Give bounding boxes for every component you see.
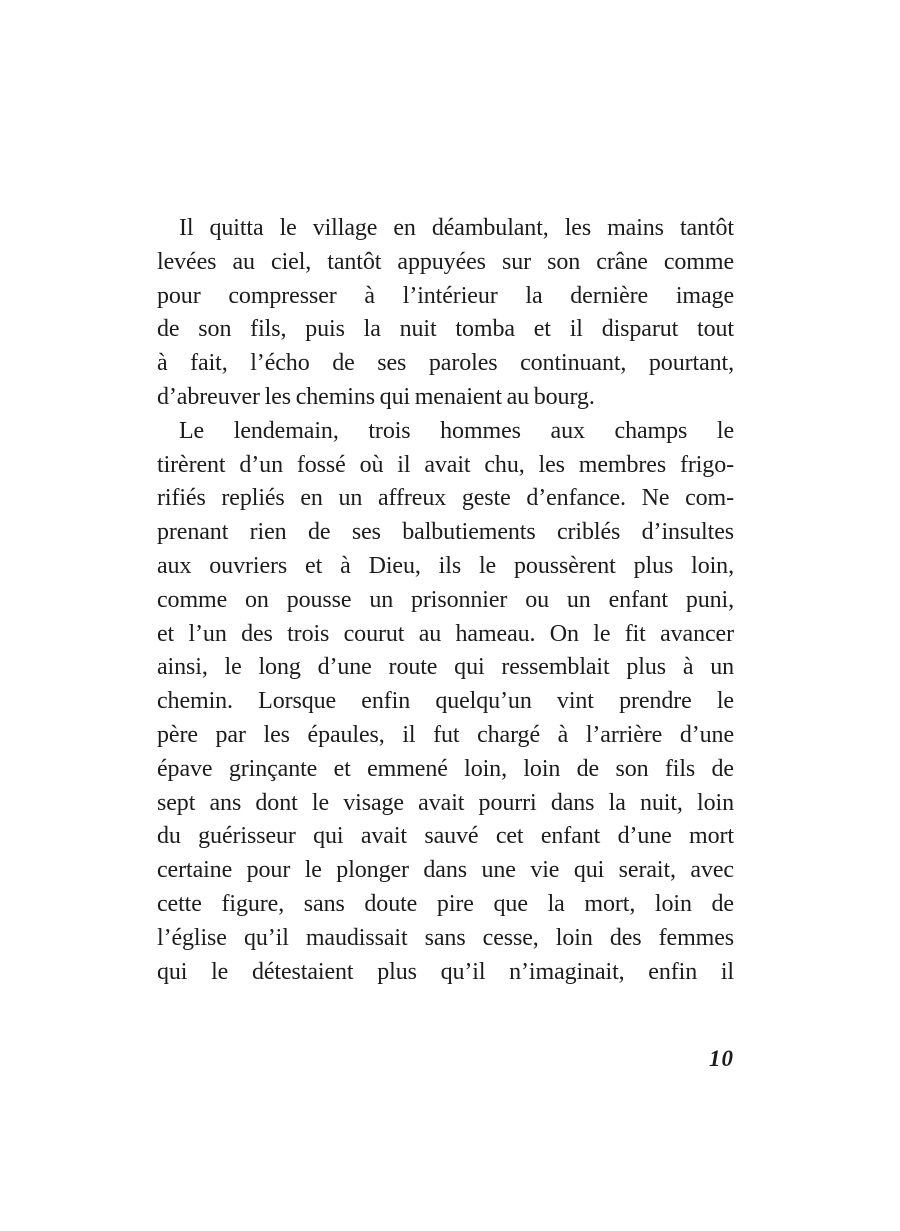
text-line: Le lendemain, trois hommes aux champs le <box>179 417 734 444</box>
text-line: rifiés repliés en un affreux geste d’enfance. Ne com- <box>157 485 734 512</box>
text-line: prenant rien de ses balbutiements criblés d’insultes <box>157 519 734 546</box>
text-line: de son fils, puis la nuit tomba et il disparut tout <box>157 316 734 343</box>
text-line: cette figure, sans doute pire que la mort, loin de <box>157 890 734 917</box>
paragraph <box>157 415 734 990</box>
text-line: ainsi, le long d’une route qui ressemblait plus à un <box>157 654 734 681</box>
text-line: épave grinçante et emmené loin, loin de son fils de <box>157 755 734 782</box>
text-line: tirèrent d’un fossé où il avait chu, les membres frigo- <box>157 451 734 478</box>
text-line: du guérisseur qui avait sauvé cet enfant d’une mort <box>157 823 734 850</box>
text-line: certaine pour le plonger dans une vie qui serait, avec <box>157 857 734 884</box>
text-line: pour compresser à l’intérieur la dernière image <box>157 282 734 309</box>
text-line: et l’un des trois courut au hameau. On le fit avancer <box>157 620 734 647</box>
text-line: sept ans dont le visage avait pourri dans la nuit, loin <box>157 789 734 816</box>
page-number: 10 <box>709 1046 734 1071</box>
body-text <box>157 212 734 989</box>
text-line: père par les épaules, il fut chargé à l’arrière d’une <box>157 721 734 748</box>
text-line: qui le détestaient plus qu’il n’imaginait, enfin il <box>157 958 734 985</box>
text-line: levées au ciel, tantôt appuyées sur son crâne comme <box>157 248 734 275</box>
text-line: comme on pousse un prisonnier ou un enfant puni, <box>157 586 734 613</box>
text-line: l’église qu’il maudissait sans cesse, loin des femmes <box>157 924 734 951</box>
paragraph <box>157 212 734 415</box>
text-line: à fait, l’écho de ses paroles continuant, pourtant, <box>157 350 734 377</box>
text-line: d’abreuver les chemins qui menaient au bourg. <box>157 383 595 410</box>
text-line: Il quitta le village en déambulant, les mains tantôt <box>179 215 734 241</box>
text-line: chemin. Lorsque enfin quelqu’un vint prendre le <box>157 688 734 715</box>
text-line: aux ouvriers et à Dieu, ils le poussèrent plus loin, <box>157 552 734 579</box>
